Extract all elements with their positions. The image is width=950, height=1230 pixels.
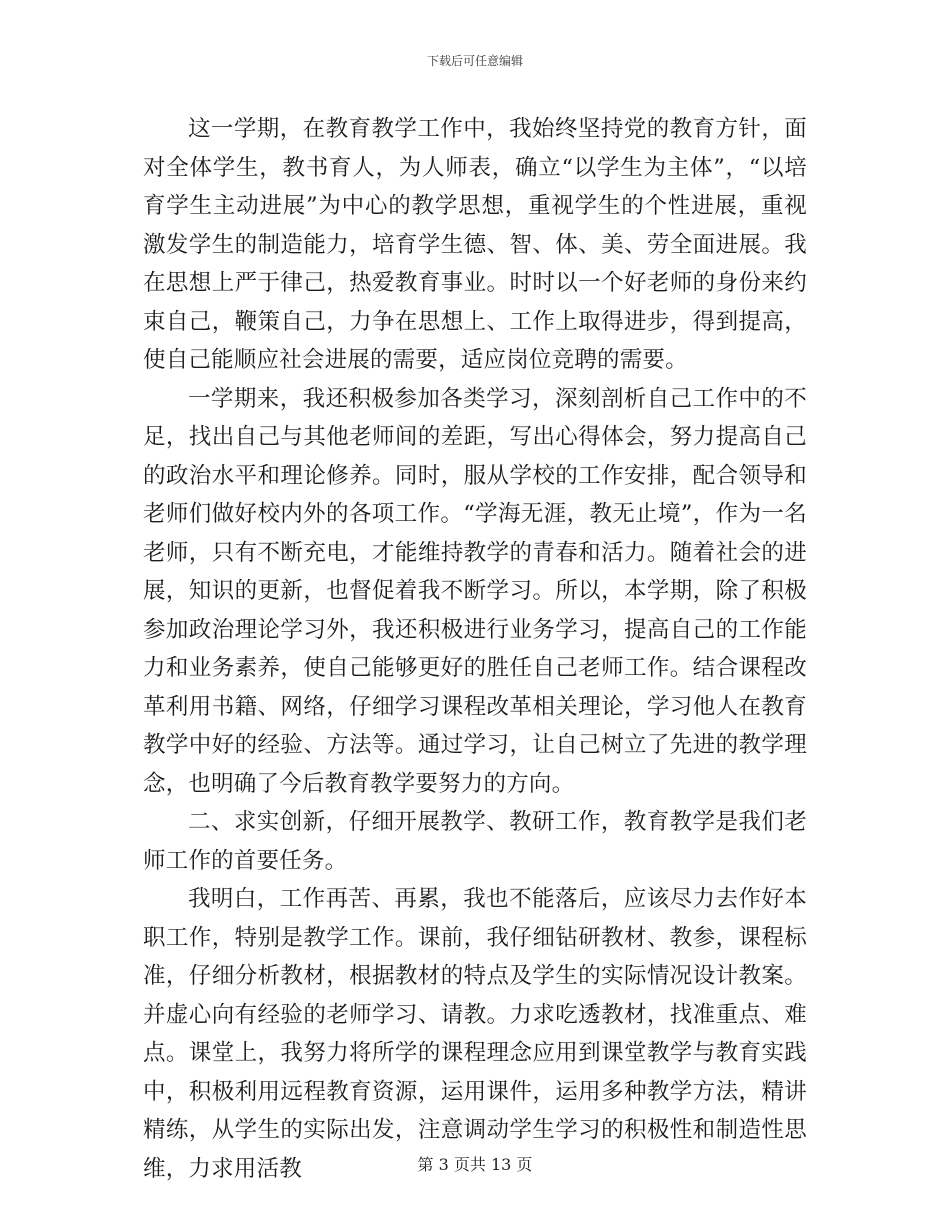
document-body: [143, 110, 807, 1188]
page-number-footer: 第 3 页共 13 页: [417, 1155, 533, 1174]
paragraph: 我明白，工作再苦、再累，我也不能落后，应该尽力去作好本职工作，特别是教学工作。课前，我仔细钻研教材、教参，课程标准，仔细分析教材，根据教材的特点及学生的实际情况设计教案。并虚心向有经验的老师学习、请教。力求吃透教材，找准重点、难点。课堂上，我努力将所学的课程理念应用到课堂教学与教育实践中，积极利用远程教育资源，运用课件，运用多种教学方法，精讲精练，从学生的实际出发，注意调动学生学习的积极性和制造性思维，力求用活教: [143, 886, 807, 1182]
paragraph: 这一学期，在教育教学工作中，我始终坚持党的教育方针，面对全体学生，教书育人，为人师表，确立“以学生为主体”，“以培育学生主动进展”为中心的教学思想，重视学生的个性进展，重视激发学生的制造能力，培育学生德、智、体、美、劳全面进展。我在思想上严于律己，热爱教育事业。时时以一个好老师的身份来约束自己，鞭策自己，力争在思想上、工作上取得进步，得到提高，使自己能顺应社会进展的需要，适应岗位竞聘的需要。: [143, 116, 807, 373]
paragraph: 二、求实创新，仔细开展教学、教研工作，教育教学是我们老师工作的首要任务。: [143, 809, 807, 874]
page-header-note: 下载后可任意编辑: [426, 54, 523, 68]
paragraph: 一学期来，我还积极参加各类学习，深刻剖析自己工作中的不足，找出自己与其他老师间的差距，写出心得体会，努力提高自己的政治水平和理论修养。同时，服从学校的工作安排，配合领导和老师们做好校内外的各项工作。“学海无涯，教无止境”，作为一名老师，只有不断充电，才能维持教学的青春和活力。随着社会的进展，知识的更新，也督促着我不断学习。所以，本学期，除了积极参加政治理论学习外，我还积极进行业务学习，提高自己的工作能力和业务素养，使自己能够更好的胜任自己老师工作。结合课程改革利用书籍、网络，仔细学习课程改革相关理论，学习他人在教育教学中好的经验、方法等。通过学习，让自己树立了先进的教学理念，也明确了今后教育教学要努力的方向。: [143, 385, 807, 797]
